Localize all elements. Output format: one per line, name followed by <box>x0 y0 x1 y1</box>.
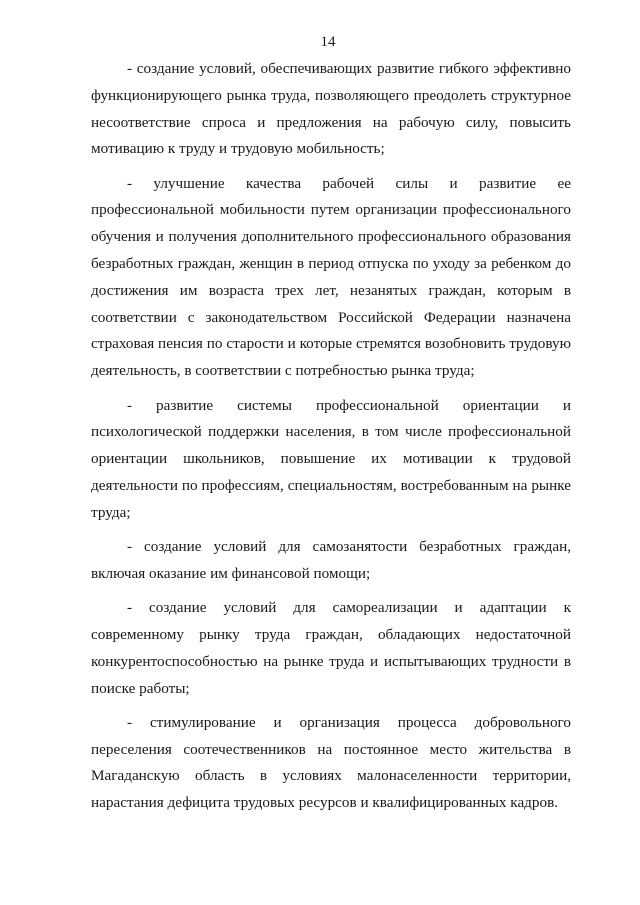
page-number: 14 <box>320 34 336 50</box>
paragraph-career-guidance: - развитие системы профессиональной ориентации и психологической поддержки населения, в том числе профессиональной ориентации школьников, повышение их мотивации к трудовой деятельности по профессиям, специальностям, востребованным на рынке труда; <box>91 396 571 521</box>
paragraph-resettlement: - стимулирование и организация процесса добровольного переселения соотечественников на постоянное место жительства в Магаданскую область в условиях малонаселенности территории, нарастания дефицита трудовых ресурсов и квалифицированных кадров. <box>91 713 571 812</box>
paragraph-self-employment: - создание условий для самозанятости безработных граждан, включая оказание им финансовой помощи; <box>91 538 571 582</box>
paragraph-flexible-labor-market: - создание условий, обеспечивающих развитие гибкого эффективно функционирующего рынка труда, позволяющего преодолеть структурное несоответствие спроса и предложения на рабочую силу, повысить мотивацию к труду и трудовую мобильность; <box>91 60 571 158</box>
document-body <box>91 56 571 825</box>
paragraph-self-realization: - создание условий для самореализации и адаптации к современному рынку труда граждан, обладающих недостаточной конкурентоспособностью на рынке труда и испытывающих трудности в поиске работы; <box>91 599 571 697</box>
paragraph-workforce-quality: - улучшение качества рабочей силы и развитие ее профессиональной мобильности путем организации профессионального обучения и получения дополнительного профессионального образования безработных граждан, женщин в период отпуска по уходу за ребенком до достижения им возраста трех лет, незанятых граждан, которым в соответствии с законодательством Российской Федерации назначена страховая пенсия по старости и которые стремятся возобновить трудовую деятельность, в соответствии с потребностью рынка труда; <box>91 174 571 380</box>
